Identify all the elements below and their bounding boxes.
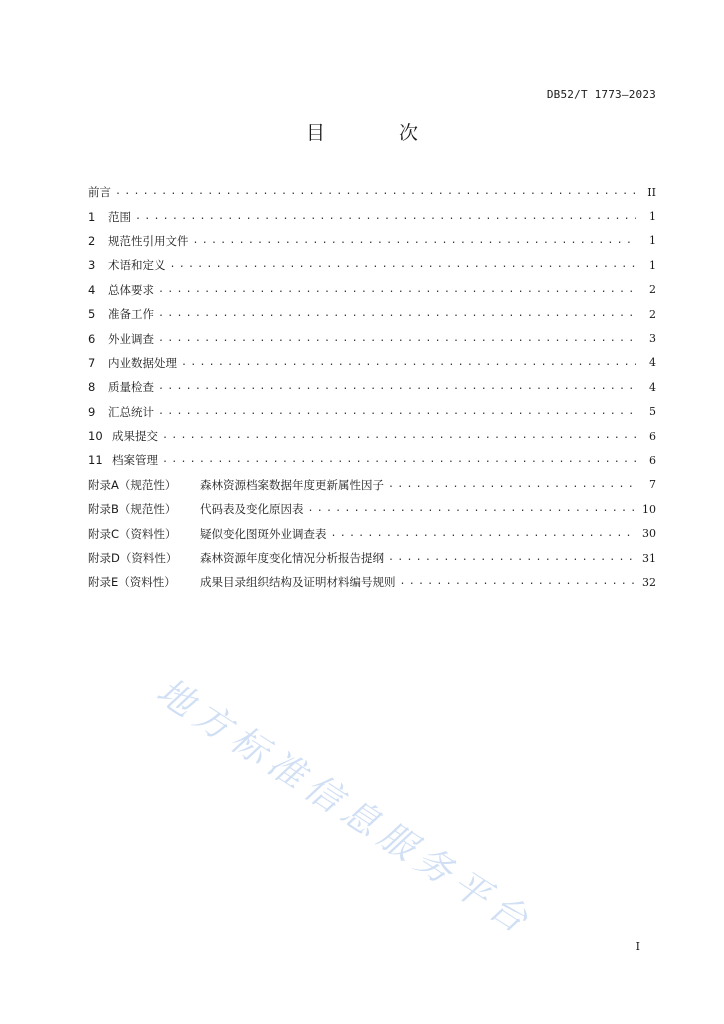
toc-entry-text: 外业调查 [108, 331, 154, 346]
document-code: DB52/T 1773—2023 [546, 88, 656, 101]
toc-entry-page: 5 [649, 405, 656, 419]
toc-entry-11[interactable] [88, 448, 656, 472]
toc-entry-page: 6 [649, 429, 656, 443]
toc-entry-page: 3 [649, 332, 656, 346]
toc-entry-appendix-d[interactable] [88, 546, 656, 570]
toc-entry-text: 成果目录组织结构及证明材料编号规则 [200, 575, 396, 590]
toc-entry-text: 规范性引用文件 [108, 233, 189, 248]
toc-entry-appendix-b[interactable] [88, 497, 656, 521]
toc-dot-leader [158, 283, 636, 297]
toc-dot-leader [158, 332, 636, 346]
toc-entry-text: 范围 [108, 209, 131, 224]
toc-entry-text: 前言 [88, 185, 111, 200]
toc-entry-text: 准备工作 [108, 307, 154, 322]
toc-entry-appendix-a[interactable] [88, 473, 656, 497]
toc-entry-page: 2 [649, 307, 656, 321]
toc-dot-leader [400, 575, 637, 589]
toc-entry-text: 森林资源档案数据年度更新属性因子 [200, 477, 384, 492]
toc-dot-leader [162, 429, 636, 443]
toc-entry-text: 汇总统计 [108, 404, 154, 419]
toc-entry-text: 森林资源年度变化情况分析报告提纲 [200, 551, 384, 566]
toc-entry-text: 代码表及变化原因表 [200, 502, 304, 517]
toc-dot-leader [158, 380, 636, 394]
page-number: I [635, 940, 640, 953]
toc-entry-appendix-e[interactable] [88, 570, 656, 594]
toc-entry-text: 术语和定义 [108, 258, 166, 273]
toc-entry-2[interactable] [88, 229, 656, 253]
toc-dot-leader [388, 478, 636, 492]
toc-entry-number: 2 [88, 233, 96, 248]
toc-entry-page: 1 [649, 210, 656, 224]
toc-entry-number: 附录A（规范性） [88, 477, 177, 492]
toc-entry-4[interactable] [88, 278, 656, 302]
toc-entry-page: 4 [649, 380, 656, 394]
toc-entry-number: 9 [88, 404, 96, 419]
toc-entry-page: 7 [649, 478, 656, 492]
toc-entry-text: 疑似变化图斑外业调查表 [200, 526, 327, 541]
toc-entry-3[interactable] [88, 253, 656, 277]
toc-entry-text: 档案管理 [112, 453, 158, 468]
toc-entry-number: 附录D（资料性） [88, 551, 178, 566]
toc-entry-page: 4 [649, 356, 656, 370]
watermark: 地方标准信息服务平台 [149, 670, 541, 945]
toc-entry-page: 10 [642, 502, 656, 516]
toc-entry-preface[interactable] [88, 180, 656, 204]
toc-list [88, 180, 656, 595]
toc-entry-page: 1 [649, 234, 656, 248]
toc-entry-number: 3 [88, 258, 96, 273]
toc-dot-leader [193, 234, 637, 248]
toc-entry-text: 质量检查 [108, 380, 154, 395]
toc-entry-number: 5 [88, 307, 96, 322]
toc-entry-8[interactable] [88, 375, 656, 399]
toc-entry-page: 2 [649, 283, 656, 297]
toc-entry-number: 附录C（资料性） [88, 526, 177, 541]
toc-entry-page: 31 [642, 551, 656, 565]
toc-entry-6[interactable] [88, 326, 656, 350]
toc-entry-page: 30 [642, 527, 656, 541]
toc-entry-page: II [647, 185, 656, 199]
toc-dot-leader [388, 551, 636, 565]
toc-dot-leader [308, 502, 637, 516]
toc-entry-page: 6 [649, 453, 656, 467]
toc-dot-leader [170, 258, 637, 272]
toc-entry-page: 32 [642, 575, 656, 589]
toc-dot-leader [158, 307, 636, 321]
toc-entry-number: 10 [88, 429, 103, 444]
toc-entry-number: 6 [88, 331, 96, 346]
toc-dot-leader [181, 356, 636, 370]
toc-dot-leader [135, 210, 636, 224]
toc-entry-text: 内业数据处理 [108, 355, 177, 370]
toc-entry-number: 4 [88, 282, 96, 297]
toc-entry-appendix-c[interactable] [88, 521, 656, 545]
toc-entry-number: 1 [88, 209, 96, 224]
toc-entry-number: 7 [88, 355, 96, 370]
toc-dot-leader [115, 185, 636, 199]
toc-entry-text: 总体要求 [108, 282, 154, 297]
toc-dot-leader [331, 527, 637, 541]
toc-dot-leader [162, 453, 636, 467]
toc-entry-9[interactable] [88, 400, 656, 424]
toc-entry-page: 1 [649, 258, 656, 272]
toc-entry-number: 11 [88, 453, 103, 468]
toc-entry-5[interactable] [88, 302, 656, 326]
toc-entry-number: 附录B（规范性） [88, 502, 177, 517]
toc-dot-leader [158, 405, 636, 419]
toc-entry-7[interactable] [88, 351, 656, 375]
page-title: 目 次 [305, 122, 453, 144]
toc-entry-text: 成果提交 [112, 429, 158, 444]
toc-entry-1[interactable] [88, 204, 656, 228]
toc-entry-number: 8 [88, 380, 96, 395]
toc-entry-number: 附录E（资料性） [88, 575, 176, 590]
toc-entry-10[interactable] [88, 424, 656, 448]
